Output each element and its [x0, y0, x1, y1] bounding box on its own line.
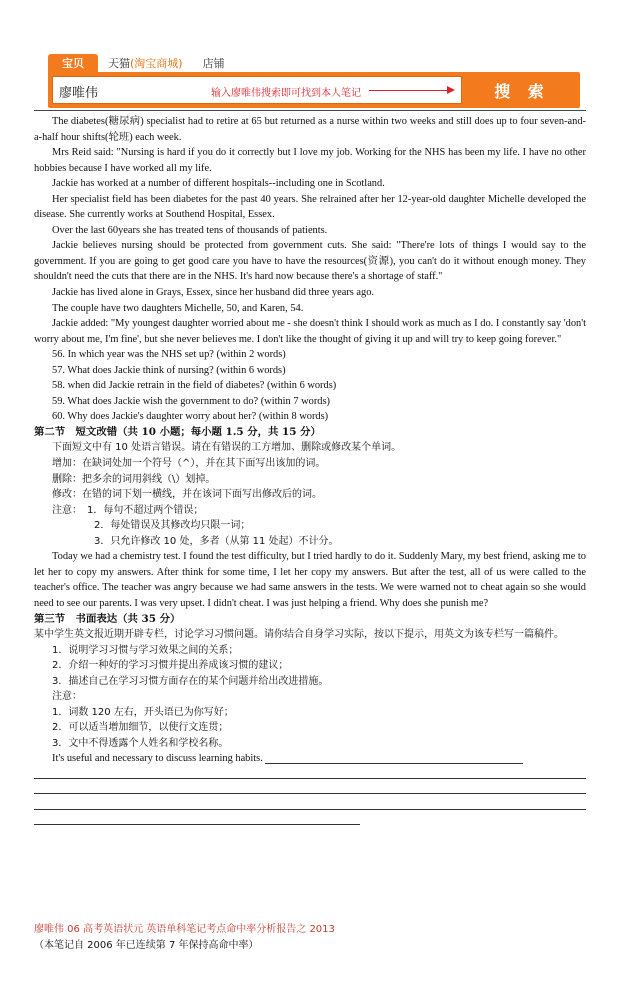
footer	[34, 922, 335, 954]
paragraph: Jackie added: "My youngest daughter worried about me - she doesn't think I should work as much as I do. I constantly say 'don't worry about me, I'm fine', but she never believes me. I don't like the thought of giving it up and will try to keep going forever."	[34, 318, 586, 345]
writing-note: 1．词数 120 左右，开头语已为你写好；	[52, 706, 234, 718]
opening-line	[34, 751, 586, 767]
writing-point: 2．介绍一种好的学习习惯并提出养成该习惯的建议；	[52, 660, 289, 672]
answer-line	[34, 813, 360, 825]
notes-label: 注意：	[52, 691, 82, 703]
question: 56. In which year was the NHS set up? (within 2 words)	[52, 349, 286, 361]
answer-line	[34, 782, 586, 794]
answer-line	[34, 767, 586, 779]
writing-point: 1．说明学习习惯与学习效果之间的关系；	[52, 644, 239, 656]
paragraph: Mrs Reid said: "Nursing is hard if you do it correctly but I love my job. Working for the NHS has been my life. I have no other hobbies because I have worked all my life.	[34, 147, 586, 174]
paragraph: Over the last 60years she has treated tens of thousands of patients.	[52, 224, 328, 236]
search-input-value: 廖唯伟	[59, 86, 99, 101]
tab-tmall-label: 天猫	[108, 57, 130, 70]
paragraph: Jackie has lived alone in Grays, Essex, since her husband did three years ago.	[52, 287, 375, 299]
tab-tmall-sub-label: (淘宝商城)	[130, 57, 183, 70]
arrow-right-icon	[369, 90, 449, 91]
instruction: 删除：把多余的词用斜线（\）划掉。	[52, 473, 216, 485]
tab-tmall[interactable]	[98, 54, 193, 74]
tab-shops[interactable]: 店铺	[202, 57, 225, 70]
section2-heading: 第二节 短文改错（共 10 小题；每小题 1.5 分，共 15 分）	[34, 425, 321, 438]
error-correction-passage: Today we had a chemistry test. I found the test difficulty, but I tried hardly to do it. Suddenly Mary, my best friend, asking me to let her to copy my answers. After think for some time, I let her copy my answers. But after the test, all of us were called to the teacher's office. The teacher was angry because we had same answers in the tests. We were warned not to cheat again so she would need to see our parents. I was very upset. I didn't cheat. I was just helping a friend. Why does she punish me?	[34, 551, 586, 609]
document-body	[34, 114, 586, 829]
header-divider	[34, 110, 586, 111]
tab-products[interactable]: 宝贝	[48, 54, 98, 74]
note-item: 3．只允许修改 10 处，多者（从第 11 处起）不计分。	[94, 535, 339, 547]
instruction: 增加：在缺词处加一个符号（^），并在其下面写出该加的词。	[52, 458, 326, 470]
search-tabs	[48, 52, 235, 74]
arrow-head-icon	[447, 86, 455, 94]
writing-point: 3．描述自己在学习习惯方面存在的某个问题并给出改进措施。	[52, 675, 329, 687]
instruction: 修改：在错的词下划一横线，并在该词下面写出修改后的词。	[52, 489, 322, 501]
answer-line	[34, 798, 586, 810]
writing-note: 3．文中不得透露个人姓名和学校名称。	[52, 737, 229, 749]
note-item: 2．每处错误及其修改均只限一词；	[94, 520, 251, 532]
footer-title: 廖唯伟 06 高考英语状元 英语单科笔记考点命中率分析报告之 2013	[34, 924, 335, 935]
opening-sentence: It's useful and necessary to discuss learning habits.	[52, 753, 263, 765]
search-hint-text: 输入廖唯伟搜索即可找到本人笔记	[211, 88, 361, 99]
writing-note: 2．可以适当增加细节，以使行文连贯；	[52, 722, 229, 734]
search-button[interactable]: 搜 索	[468, 76, 576, 104]
question: 58. when did Jackie retrain in the field of diabetes? (within 6 words)	[52, 380, 337, 392]
search-bar	[48, 72, 580, 108]
answer-blank	[265, 763, 523, 764]
question: 59. What does Jackie wish the government to do? (within 7 words)	[52, 395, 330, 407]
writing-prompt: 某中学生英文报近期开辟专栏，讨论学习习惯问题。请你结合自身学习实际，按以下提示，用英文为该专栏写一篇稿件。	[34, 629, 564, 641]
search-banner	[48, 52, 580, 108]
search-input[interactable]	[52, 76, 462, 104]
paragraph: The couple have two daughters Michelle, 50, and Karen, 54.	[52, 302, 304, 314]
paragraph: Jackie has worked at a number of different hospitals--including one in Scotland.	[52, 178, 385, 190]
paragraph: Her specialist field has been diabetes for the past 40 years. She relrained after her 12-year-old daughter Michelle developed the disease. She currently works at Southend Hospital, Essex.	[34, 193, 586, 221]
question: 60. Why does Jackie's daughter worry about her? (within 8 words)	[52, 411, 329, 423]
note-item: 注意： 1．每句不超过两个错误；	[52, 504, 204, 516]
instruction: 下面短文中有 10 处语言错误。请在有错误的工方增加、删除或修改某个单词。	[52, 442, 402, 454]
footer-note: （本笔记自 2006 年已连续第 7 年保持高命中率）	[34, 940, 259, 951]
question: 57. What does Jackie think of nursing? (within 6 words)	[52, 364, 286, 376]
section3-heading: 第三节 书面表达（共 35 分）	[34, 612, 181, 625]
paragraph: The diabetes(糖尿病) specialist had to retire at 65 but returned as a nurse within two weeks and still does up to four seven-and-a-half hour shifts(轮班) each week.	[34, 116, 586, 143]
paragraph: Jackie believes nursing should be protected from government cuts. She said: "There're lots of things I would say to the government. If you are going to get good care you have to have the resources(资源), you can't do it without enough money. They shouldn't need the cuts that there are in the NHS. It's hard now because there's a shortage of staff."	[34, 240, 586, 283]
